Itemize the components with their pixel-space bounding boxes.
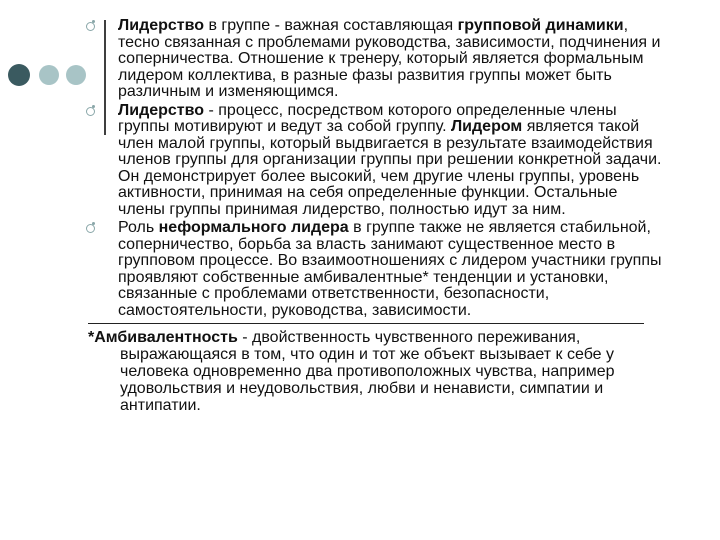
bullet-icon [86,22,95,31]
term-group-dynamics: групповой динамики [457,17,624,34]
paragraph-informal-leader [88,220,668,319]
light-circle-icon [66,65,86,85]
bullet-icon [86,224,95,233]
footnote-text: - двойственность чувственного переживания, выражающаяся в том, что один и тот же объект вызывает к себе у человека одновременно два противоположных чувства, например удовольствия и неудовольствия, любви и ненависти, симпатии и антипатии. [120,329,615,414]
paragraph-leadership-dynamics [88,18,668,101]
footnote [88,329,680,414]
paragraph-text: , тесно связанная с проблемами руководства, зависимости, подчинения и соперничества. Отношение к тренеру, который является формальным лидером коллектива, в разные фазы развития группы может быть различным и изменяющимся. [118,17,661,100]
footnote-separator [88,323,644,324]
dark-circle-icon [8,64,30,86]
term-leader: Лидером [450,118,523,135]
term-leadership: Лидерство [118,101,205,119]
paragraph-leadership-process [88,103,668,219]
term-informal-leader: неформального лидера [158,219,349,236]
paragraph-text: - процесс, посредством которого определенные члены группы мотивируют и ведут за собой группу. [118,101,617,135]
paragraph-text: Роль [118,219,159,236]
paragraph-text: в группе также не является стабильной, соперничество, борьба за власть занимают существенное место в групповом процессе. Во взаимоотношениях с лидером участники группы проявляют собственные амбивалентные* тенденции и установки, связанные с проблемами ответственности, безопасности, самостоятельности, руководства, зависимости. [118,219,662,319]
bullet-icon [86,107,95,116]
paragraph-text: является такой член малой группы, который выдвигается в результате взаимодействия членов группы для организации группы при решении конкретной задачи. Он демонстрирует более высокий, чем другие члены группы, уровень активности, принимая на себя определенные функции. Остальные члены группы принимая лидерство, полностью идут за ним. [118,118,662,218]
paragraph-text: в группе - важная составляющая [204,17,458,34]
term-leadership: Лидерство [118,17,205,34]
slide-content [88,18,668,414]
footnote-term: *Амбивалентность [88,329,238,346]
light-circle-icon [39,65,59,85]
